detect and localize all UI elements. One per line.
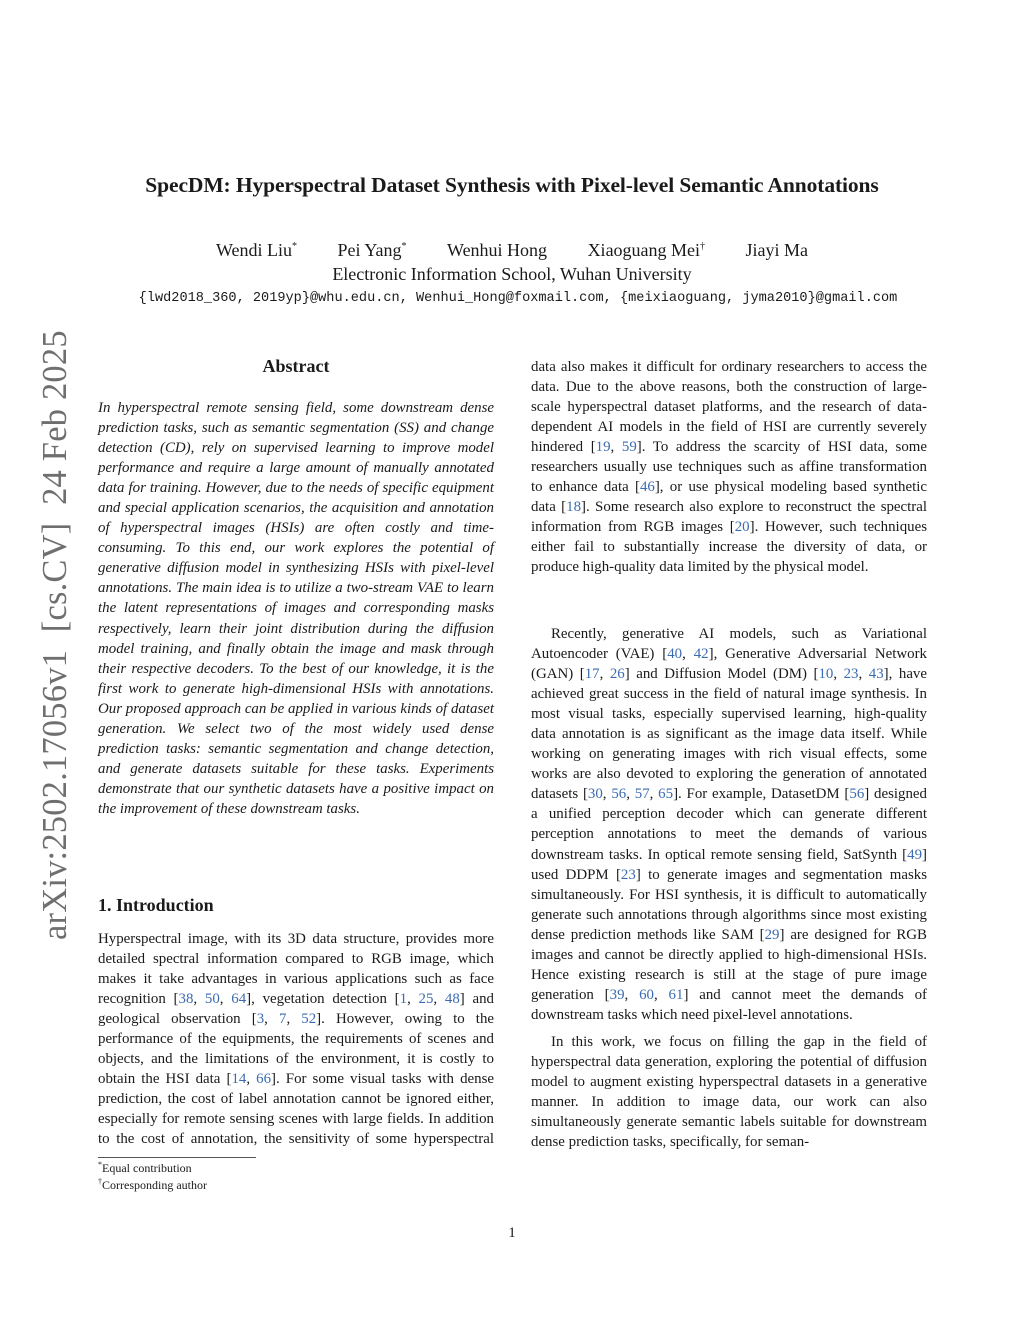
citation-link[interactable]: 19 (595, 438, 611, 455)
paper-title: SpecDM: Hyperspectral Dataset Synthesis with Pixel-level Semantic Annotations (145, 173, 879, 197)
citation-link[interactable]: 25 (418, 991, 434, 1008)
citation-link[interactable]: 7 (278, 1011, 287, 1028)
citation-link[interactable]: 18 (566, 498, 582, 515)
page-number: 1 (508, 1225, 516, 1241)
citation-link[interactable]: 61 (668, 986, 684, 1003)
citation-link[interactable]: 29 (764, 926, 780, 943)
paragraph-continuation (531, 357, 927, 617)
footnote-rule (98, 1157, 256, 1158)
citation-link[interactable]: 59 (621, 438, 637, 455)
citation-link[interactable]: 42 (693, 646, 709, 663)
citation-link[interactable]: 56 (611, 786, 627, 803)
introduction-paragraph-3: In this work, we focus on filling the gap in the field of hyperspectral data generation, exploring the potential of diffusion model to augment existing hyperspectral datasets in a generative manner. In addition to image data, our work can also simultaneously generate semantic labels suitable for downstream dense prediction tasks, specifically, for seman- (531, 1033, 927, 1151)
citation-link[interactable]: 66 (256, 1071, 272, 1088)
citation-link[interactable]: 10 (818, 666, 834, 683)
abstract-heading: Abstract (262, 356, 330, 376)
author-name: Wenhui Hong (447, 240, 548, 260)
abstract-paragraph: In hyperspectral remote sensing field, some downstream dense prediction tasks, such as semantic segmentation (SS) and change detection (CD), rely on supervised learning to improve model performance and require a large amount of manually annotated data for training. However, due to the needs of specific equipment and special application scenarios, the acquisition and annotation of hyperspectral images (HSIs) are often costly and time-consuming. To this end, our work explores the potential of generative diffusion model in synthesizing HSIs with pixel-level annotations. The main idea is to utilize a two-stream VAE to learn the latent representations of images and corresponding masks respectively, learn their joint distribution during the diffusion model training, and finally obtain the image and mask through their respective decoders. To the best of our knowledge, it is the first work to generate high-dimensional HSIs with annotations. Our proposed approach can be applied in various kinds of dataset generation. We select two of the most widely used dense prediction tasks: semantic segmentation and change detection, and generate datasets suitable for these tasks. Experiments demonstrate that our synthetic datasets have a positive impact on the improvement of these downstream tasks. (98, 400, 494, 817)
citation-link[interactable]: 3 (256, 1011, 265, 1028)
citation-link[interactable]: 52 (301, 1011, 317, 1028)
citation-link[interactable]: 60 (639, 986, 654, 1003)
section-heading-introduction: 1. Introduction (98, 895, 214, 915)
author-name: Pei Yang* (337, 240, 407, 260)
citation-link[interactable]: 49 (907, 846, 923, 863)
footnotes (98, 1160, 207, 1193)
paragraph-text: data also makes it difficult for ordinary researchers to access the data. Due to the above reasons, both the construction of large-scale hyperspectral dataset platforms, and the research of data-dependent AI models in the field of HSI are currently severely hindered [19, 59]. To address the scarcity of HSI data, some researchers usually use techniques such as affine transformation to enhance data [46], or use physical modeling based synthetic data [18]. Some research also explore to reconstruct the spectral information from RGB images [20]. However, such techniques either fail to substantially increase the diversity of data, or produce high-quality data limited by the physical model. (531, 358, 927, 575)
citation-link[interactable]: 57 (634, 786, 650, 803)
citation-link[interactable]: 39 (609, 986, 625, 1003)
citation-link[interactable]: 14 (231, 1071, 247, 1088)
citation-link[interactable]: 46 (639, 478, 655, 495)
citation-link[interactable]: 17 (584, 666, 600, 683)
citation-link[interactable]: 1 (399, 991, 408, 1008)
citation-link[interactable]: 20 (734, 518, 750, 535)
citation-link[interactable]: 43 (868, 666, 884, 683)
citation-link[interactable]: 65 (658, 786, 674, 803)
citation-link[interactable]: 40 (667, 646, 683, 663)
author-emails: {lwd2018_360, 2019yp}@whu.edu.cn, Wenhui_Hong@foxmail.com, {meixiaoguang, jyma2010}@gmail.com (138, 291, 898, 306)
footnote: *Equal contribution (98, 1160, 192, 1175)
citation-link[interactable]: 23 (620, 866, 636, 883)
introduction-paragraph-2: Recently, generative AI models, such as Variational Autoencoder (VAE) [40, 42], Generative Adversarial Network (GAN) [17, 26] and Diffusion Model (DM) [10, 23, 43], have achieved great success in the field of natural image synthesis. In most visual tasks, especially supervised learning, high-quality data annotation is as significant as the image data itself. While working on generating images with rich visual effects, some works are also devoted to exploring the generation of annotated datasets [30, 56, 57, 65]. For example, DatasetDM [56] designed a unified perception decoder which can generate different perception annotations to meet the demands of various downstream tasks. In optical remote sensing field, SatSynth [49] used DDPM [23] to generate images and segmentation masks simultaneously. For HSI synthesis, it is difficult to automatically generate such annotations through algorithms since most existing dense prediction methods like SAM [29] are designed for RGB images and cannot be directly applied to high-dimensional HSIs. Hence existing research is still at the stage of pure image generation [39, 60, 61] and cannot meet the demands of downstream tasks which need pixel-level annotations. (531, 626, 928, 1023)
introduction-paragraph-1 (98, 929, 494, 1153)
author-name: Xiaoguang Mei† (587, 240, 706, 260)
affiliation: Electronic Information School, Wuhan University (332, 264, 692, 284)
citation-link[interactable]: 30 (587, 786, 603, 803)
author-name: Wendi Liu* (215, 240, 297, 260)
citation-link[interactable]: 48 (444, 991, 460, 1008)
citation-link[interactable]: 56 (849, 786, 865, 803)
citation-link[interactable]: 64 (231, 991, 247, 1008)
arxiv-stamp: arXiv:2502.17056v1 [cs.CV] 24 Feb 2025 (36, 330, 74, 940)
citation-link[interactable]: 38 (178, 991, 194, 1008)
author-list (0, 240, 1024, 261)
footnote: †Corresponding author (98, 1176, 207, 1192)
right-column (531, 357, 927, 1152)
citation-link[interactable]: 23 (843, 666, 859, 683)
citation-link[interactable]: 50 (204, 991, 220, 1008)
abstract-text (98, 398, 494, 819)
author-name: Jiayi Ma (745, 240, 809, 260)
paragraph-text: Hyperspectral image, with its 3D data structure, provides more detailed spectral information compared to RGB image, which makes it take advantages in various applications such as face recognition [38, 50, 64], vegetation detection [1, 25, 48] and geological observation [3, 7, 52]. However, owing to the performance of the equipments, the requirements of scenes and objects, and the limitations of the environment, it is costly to obtain the HSI data [14, 66]. For some visual tasks with dense prediction, the cost of label annotation cannot be ignored either, especially for remote sensing scenes with large fields. In addition to the cost of annotation, the sensitivity of some hyperspectral (98, 931, 494, 1148)
citation-link[interactable]: 26 (609, 666, 625, 683)
